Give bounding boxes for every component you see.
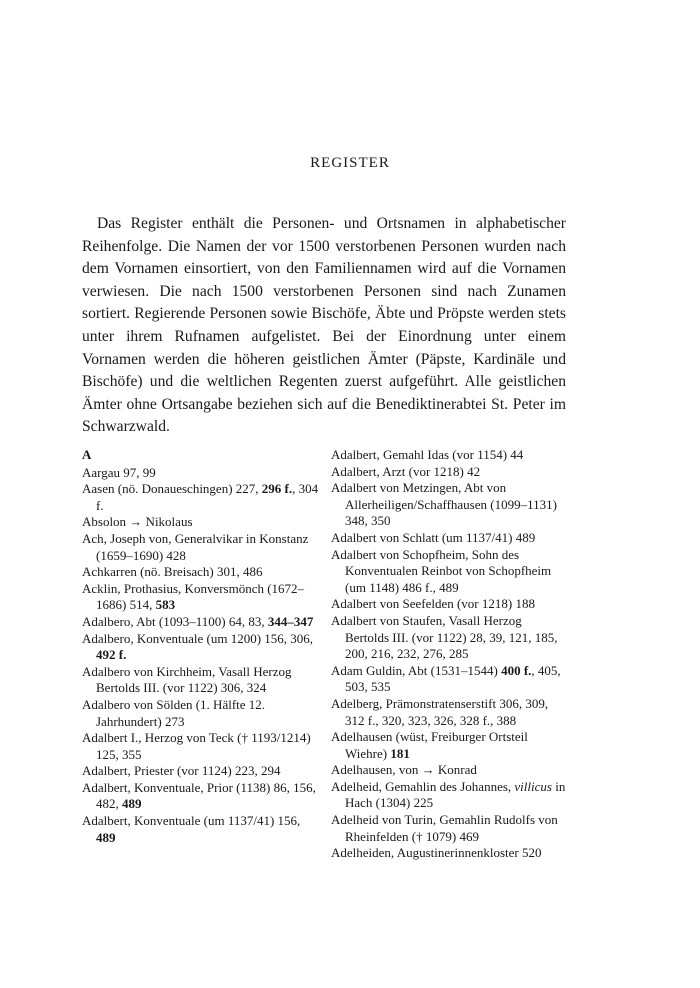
- index-entry: [82, 465, 322, 482]
- section-letter: A: [82, 447, 92, 462]
- index-entry: [331, 480, 569, 530]
- index-entry: [331, 613, 569, 663]
- index-entry: [331, 729, 569, 762]
- entry-text: Adelberg, Prämonstratenserstift 306, 309, 312 f., 320, 323, 326, 328 f., 388: [331, 695, 549, 728]
- entry-text: Achkarren (nö. Breisach) 301, 486: [82, 564, 263, 580]
- index-entry: [82, 813, 322, 846]
- index-entry: [82, 614, 322, 631]
- index-entry: [82, 631, 322, 664]
- entry-text: Adelhausen, von → Konrad: [331, 762, 477, 778]
- index-column-left: [82, 447, 322, 846]
- entry-text: Absolon → Nikolaus: [82, 514, 193, 530]
- entry-text: Adalbert von Schlatt (um 1137/41) 489: [331, 529, 536, 545]
- italic-term: villicus: [514, 778, 552, 794]
- entry-text: Adalbero, Konventuale (um 1200) 156, 306,: [82, 630, 314, 646]
- page-reference-main: 296 f.: [261, 481, 293, 497]
- index-entry: [82, 730, 322, 763]
- entry-text: Adalbert I., Herzog von Teck († 1193/1214) 125, 355: [82, 730, 311, 762]
- entry-text: Adalbert, Konventuale, Prior (1138) 86, 156, 482,: [82, 779, 316, 812]
- entry-text: Adalbert, Gemahl Idas (vor 1154) 44: [331, 447, 524, 462]
- page-reference-main: 181: [390, 745, 410, 761]
- entry-text: Adalbert von Staufen, Vasall Herzog Bertolds III. (vor 1122) 28, 39, 121, 185, 200, 216, 232, 276, 285: [331, 612, 558, 662]
- index-entry: [331, 696, 569, 729]
- index-column-right: [331, 447, 569, 862]
- introduction-paragraph: Das Register enthält die Personen- und Ortsnamen in alphabetischer Reihenfolge. Die Namen der vor 1500 verstorbenen Personen wurden nach dem Vornamen einsortiert, von den Familiennamen wird auf die Vornamen verwiesen. Die nach 1500 verstorbenen Personen sind nach Zunamen sortiert. Regierende Personen sowie Bischöfe, Äbte und Pröpste werden stets unter ihrem Rufnamen aufgelistet. Bei der Einordnung unter einem Vornamen werden die höheren geistlichen Ämter (Päpste, Kardinäle und Bischöfe) und die weltlichen Regenten zuerst aufgeführt. Alle geistlichen Ämter ohne Ortsangabe beziehen sich auf die Benediktinerabtei St. Peter im Schwarzwald.: [82, 215, 566, 436]
- entry-text: Aasen (nö. Donaueschingen) 227,: [82, 481, 262, 497]
- page-reference-main: 489: [96, 829, 116, 845]
- entry-text: Adelheid, Gemahlin des Johannes,: [331, 778, 515, 794]
- index-entry: [82, 697, 322, 730]
- page-reference-main: 400 f.: [501, 662, 532, 678]
- index-entry: [82, 531, 322, 564]
- index-entry: [331, 663, 569, 696]
- index-entry: [82, 564, 322, 581]
- index-entry: [82, 481, 322, 514]
- page-reference-main: 492 f.: [96, 647, 127, 663]
- entry-text: Adalbero von Kirchheim, Vasall Herzog Bertolds III. (vor 1122) 306, 324: [82, 663, 292, 696]
- entry-text: Adalbert, Priester (vor 1124) 223, 294: [82, 763, 281, 779]
- entry-text: Ach, Joseph von, Generalvikar in Konstanz (1659–1690) 428: [82, 530, 309, 563]
- entry-text: Adalbero von Sölden (1. Hälfte 12. Jahrhundert) 273: [82, 696, 266, 729]
- index-entry: [82, 514, 322, 531]
- entry-text: Adalbero, Abt (1093–1100) 64, 83,: [82, 613, 268, 629]
- page-title: REGISTER: [310, 155, 390, 171]
- entry-text: Adalbert, Arzt (vor 1218) 42: [331, 463, 481, 479]
- index-entry: [82, 581, 322, 614]
- index-entry: [331, 762, 569, 779]
- entry-text: Adelhausen (wüst, Freiburger Ortsteil Wiehre): [331, 729, 528, 761]
- page-reference-main: 583: [155, 597, 176, 613]
- entry-text: Adelheiden, Augustinerinnenkloster 520: [331, 845, 542, 861]
- index-entry: [82, 763, 322, 780]
- entry-text: Adelheid von Turin, Gemahlin Rudolfs von Rheinfelden († 1079) 469: [331, 812, 558, 844]
- entry-text: , 304 f.: [96, 481, 319, 513]
- index-entry: [331, 547, 569, 597]
- index-entry: [331, 845, 569, 862]
- entry-text: Acklin, Prothasius, Konversmönch (1672–1686) 514,: [82, 580, 305, 613]
- entry-text: Adalbert von Schopfheim, Sohn des Konventualen Reinbot von Schopfheim (um 1148) 486 f., 489: [331, 546, 552, 595]
- index-entry-list: [331, 447, 569, 862]
- index-entry: [331, 779, 569, 812]
- index-entry: [82, 780, 322, 813]
- index-entry: [82, 664, 322, 697]
- index-entry-list: [82, 465, 322, 847]
- entry-text: Adalbert, Konventuale (um 1137/41) 156,: [82, 813, 301, 829]
- entry-text: , 405, 503, 535: [345, 662, 561, 695]
- entry-text: Adalbert von Seefelden (vor 1218) 188: [331, 596, 535, 612]
- index-entry: [331, 596, 569, 613]
- index-entry: [331, 812, 569, 845]
- page-reference-main: 489: [122, 796, 142, 812]
- index-entry: [331, 530, 569, 547]
- entry-text: Aargau 97, 99: [82, 464, 156, 480]
- entry-text: in Hach (1304) 225: [345, 778, 566, 811]
- entry-text: Adam Guldin, Abt (1531–1544): [331, 662, 502, 678]
- index-entry: [331, 447, 569, 464]
- entry-text: Adalbert von Metzingen, Abt von Allerheiligen/Schaffhausen (1099–1131) 348, 350: [331, 480, 557, 529]
- index-entry: [331, 464, 569, 481]
- page-reference-main: 344–347: [267, 613, 314, 629]
